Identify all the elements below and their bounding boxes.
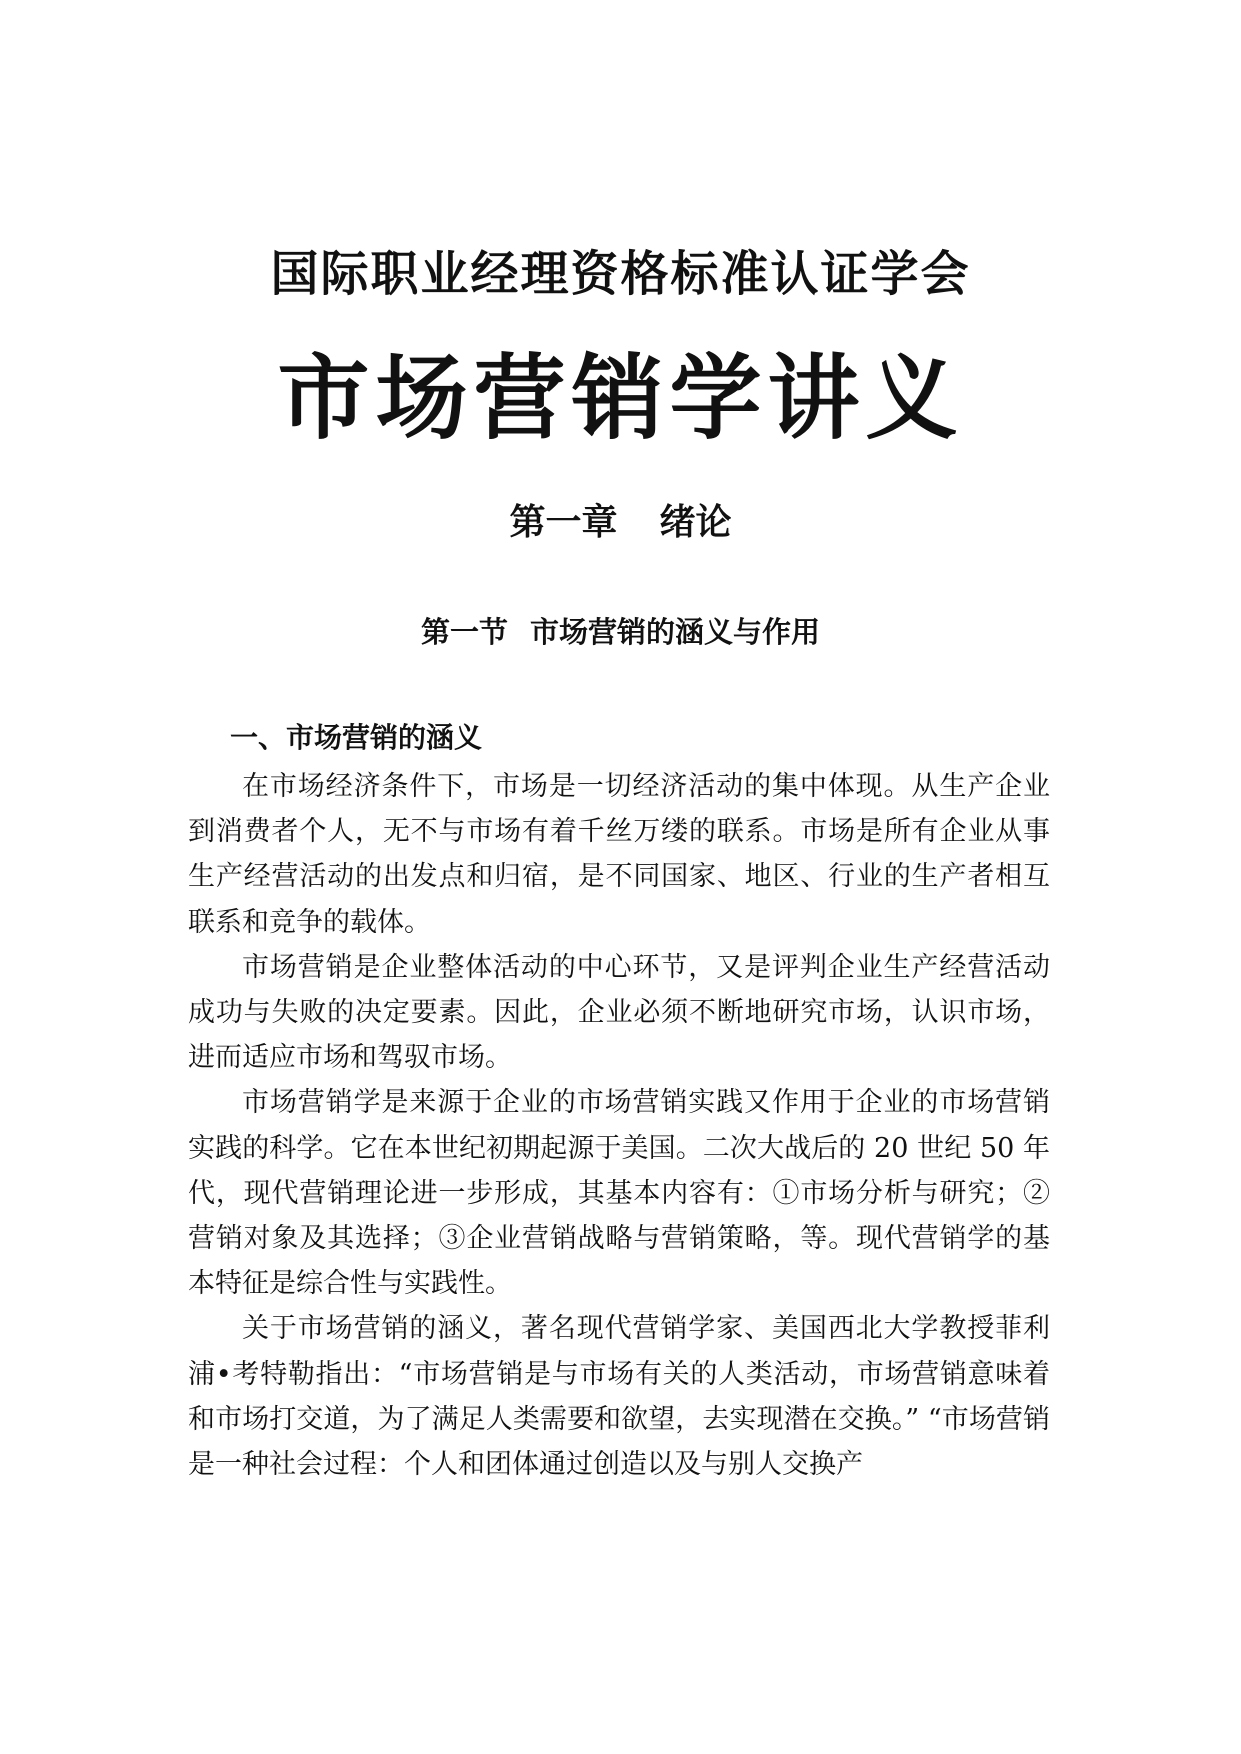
- section-heading: [0, 610, 1241, 654]
- paragraph: 在市场经济条件下，市场是一切经济活动的集中体现。从生产企业到消费者个人，无不与市场有着千丝万缕的联系。市场是所有企业从事生产经营活动的出发点和归宿，是不同国家、地区、行业的生产者相互联系和竞争的载体。: [188, 771, 1050, 938]
- paragraph: 关于市场营销的涵义，著名现代营销学家、美国西北大学教授菲利浦•考特勒指出：“市场营销是与市场有关的人类活动，市场营销意味着和市场打交道，为了满足人类需要和欲望，去实现潜在交换。” “市场营销是一种社会过程：个人和团体通过创造以及与别人交换产: [188, 1313, 1050, 1481]
- section-number: 第一节: [420, 615, 508, 649]
- paragraph: 市场营销学是来源于企业的市场营销实践又作用于企业的市场营销实践的科学。它在本世纪初期起源于美国。二次大战后的 20 世纪 50 年代，现代营销理论进一步形成，其基本内容有：①市场分析与研究；②营销对象及其选择；③企业营销战略与营销策略，等。现代营销学的基本特征是综合性与实践性。: [188, 1087, 1050, 1300]
- paragraph: 市场营销是企业整体活动的中心环节，又是评判企业生产经营活动成功与失败的决定要素。因此，企业必须不断地研究市场，认识市场，进而适应市场和驾驭市场。: [188, 951, 1050, 1074]
- document-main-title: 市场营销学讲义: [277, 344, 964, 452]
- chapter-title: 绪论: [659, 502, 732, 543]
- subsection-heading: 一、市场营销的涵义: [230, 721, 483, 754]
- chapter-heading: [0, 497, 1241, 549]
- chapter-number: 第一章: [509, 502, 618, 543]
- section-title: 市场营销的涵义与作用: [530, 615, 821, 649]
- organization-title: 国际职业经理资格标准认证学会: [270, 246, 971, 302]
- body-text: [188, 764, 1050, 1487]
